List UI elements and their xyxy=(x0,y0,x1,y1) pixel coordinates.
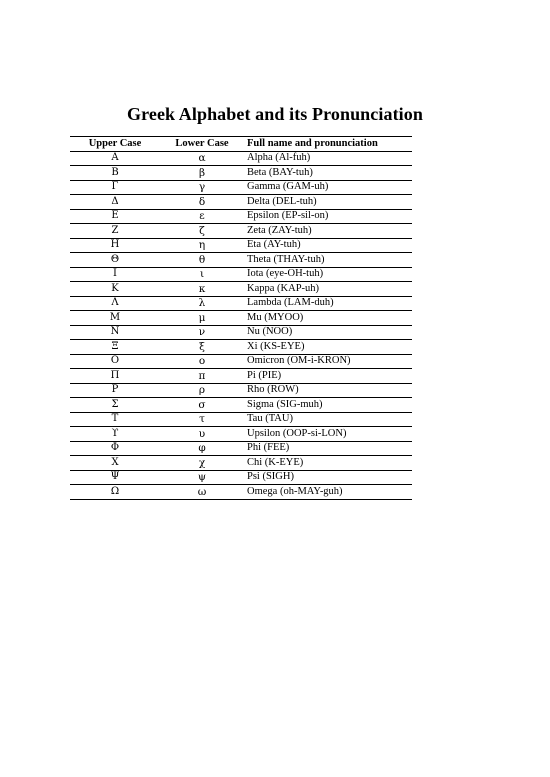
lower-case-letter: ρ xyxy=(160,383,244,398)
header-lower-case: Lower Case xyxy=(160,137,244,152)
lower-case-letter: α xyxy=(160,151,244,166)
letter-name-pronunciation: Xi (KS-EYE) xyxy=(244,340,412,355)
table-row xyxy=(70,485,412,500)
upper-case-letter: ϒ xyxy=(70,427,160,442)
letter-name-pronunciation: Beta (BAY-tuh) xyxy=(244,166,412,181)
upper-case-letter: Χ xyxy=(70,456,160,471)
table-row xyxy=(70,340,412,355)
greek-alphabet-table xyxy=(70,136,412,500)
table-row xyxy=(70,354,412,369)
upper-case-letter: Κ xyxy=(70,282,160,297)
table-row xyxy=(70,267,412,282)
header-upper-case: Upper Case xyxy=(70,137,160,152)
letter-name-pronunciation: Alpha (Al-fuh) xyxy=(244,151,412,166)
page-title: Greek Alphabet and its Pronunciation xyxy=(127,104,423,124)
lower-case-letter: ι xyxy=(160,267,244,282)
header-row xyxy=(70,137,412,152)
lower-case-letter: ψ xyxy=(160,470,244,485)
table-row xyxy=(70,224,412,239)
upper-case-letter: Γ xyxy=(70,180,160,195)
upper-case-letter: Ψ xyxy=(70,470,160,485)
lower-case-letter: γ xyxy=(160,180,244,195)
lower-case-letter: θ xyxy=(160,253,244,268)
upper-case-letter: Θ xyxy=(70,253,160,268)
table-row xyxy=(70,412,412,427)
letter-name-pronunciation: Epsilon (EP-sil-on) xyxy=(244,209,412,224)
lower-case-letter: μ xyxy=(160,311,244,326)
upper-case-letter: Ξ xyxy=(70,340,160,355)
letter-name-pronunciation: Nu (NOO) xyxy=(244,325,412,340)
lower-case-letter: ε xyxy=(160,209,244,224)
upper-case-letter: Φ xyxy=(70,441,160,456)
lower-case-letter: η xyxy=(160,238,244,253)
table-row xyxy=(70,253,412,268)
table-row xyxy=(70,456,412,471)
table-row xyxy=(70,311,412,326)
table-row xyxy=(70,398,412,413)
letter-name-pronunciation: Pi (PIE) xyxy=(244,369,412,384)
lower-case-letter: ζ xyxy=(160,224,244,239)
lower-case-letter: ο xyxy=(160,354,244,369)
letter-name-pronunciation: Omicron (OM-i-KRON) xyxy=(244,354,412,369)
letter-name-pronunciation: Delta (DEL-tuh) xyxy=(244,195,412,210)
upper-case-letter: Α xyxy=(70,151,160,166)
letter-name-pronunciation: Sigma (SIG-muh) xyxy=(244,398,412,413)
letter-name-pronunciation: Upsilon (OOP-si-LON) xyxy=(244,427,412,442)
lower-case-letter: υ xyxy=(160,427,244,442)
lower-case-letter: ν xyxy=(160,325,244,340)
upper-case-letter: Μ xyxy=(70,311,160,326)
letter-name-pronunciation: Iota (eye-OH-tuh) xyxy=(244,267,412,282)
letter-name-pronunciation: Mu (MYOO) xyxy=(244,311,412,326)
upper-case-letter: Η xyxy=(70,238,160,253)
upper-case-letter: Ν xyxy=(70,325,160,340)
letter-name-pronunciation: Chi (K-EYE) xyxy=(244,456,412,471)
lower-case-letter: σ xyxy=(160,398,244,413)
letter-name-pronunciation: Tau (TAU) xyxy=(244,412,412,427)
table-row xyxy=(70,180,412,195)
upper-case-letter: Ε xyxy=(70,209,160,224)
table-row xyxy=(70,238,412,253)
table-row xyxy=(70,209,412,224)
upper-case-letter: Π xyxy=(70,369,160,384)
lower-case-letter: κ xyxy=(160,282,244,297)
letter-name-pronunciation: Zeta (ZAY-tuh) xyxy=(244,224,412,239)
lower-case-letter: ξ xyxy=(160,340,244,355)
upper-case-letter: Ρ xyxy=(70,383,160,398)
lower-case-letter: ω xyxy=(160,485,244,500)
upper-case-letter: Δ xyxy=(70,195,160,210)
letter-name-pronunciation: Psi (SIGH) xyxy=(244,470,412,485)
lower-case-letter: λ xyxy=(160,296,244,311)
letter-name-pronunciation: Omega (oh-MAY-guh) xyxy=(244,485,412,500)
lower-case-letter: φ xyxy=(160,441,244,456)
table-row xyxy=(70,427,412,442)
upper-case-letter: Ω xyxy=(70,485,160,500)
upper-case-letter: Σ xyxy=(70,398,160,413)
upper-case-letter: Ζ xyxy=(70,224,160,239)
table-row xyxy=(70,441,412,456)
table-row xyxy=(70,282,412,297)
table-row xyxy=(70,325,412,340)
upper-case-letter: Τ xyxy=(70,412,160,427)
letter-name-pronunciation: Eta (AY-tuh) xyxy=(244,238,412,253)
table-header xyxy=(70,137,412,152)
lower-case-letter: χ xyxy=(160,456,244,471)
upper-case-letter: Ο xyxy=(70,354,160,369)
lower-case-letter: π xyxy=(160,369,244,384)
header-full-name: Full name and pronunciation xyxy=(244,137,412,152)
lower-case-letter: β xyxy=(160,166,244,181)
letter-name-pronunciation: Gamma (GAM-uh) xyxy=(244,180,412,195)
table-row xyxy=(70,296,412,311)
letter-name-pronunciation: Kappa (KAP-uh) xyxy=(244,282,412,297)
letter-name-pronunciation: Phi (FEE) xyxy=(244,441,412,456)
table-row xyxy=(70,195,412,210)
table-row xyxy=(70,369,412,384)
upper-case-letter: Ι xyxy=(70,267,160,282)
table-body xyxy=(70,151,412,499)
table-row xyxy=(70,470,412,485)
letter-name-pronunciation: Theta (THAY-tuh) xyxy=(244,253,412,268)
lower-case-letter: τ xyxy=(160,412,244,427)
table-row xyxy=(70,151,412,166)
lower-case-letter: δ xyxy=(160,195,244,210)
table-row xyxy=(70,383,412,398)
upper-case-letter: Λ xyxy=(70,296,160,311)
upper-case-letter: Β xyxy=(70,166,160,181)
letter-name-pronunciation: Rho (ROW) xyxy=(244,383,412,398)
letter-name-pronunciation: Lambda (LAM-duh) xyxy=(244,296,412,311)
table-row xyxy=(70,166,412,181)
